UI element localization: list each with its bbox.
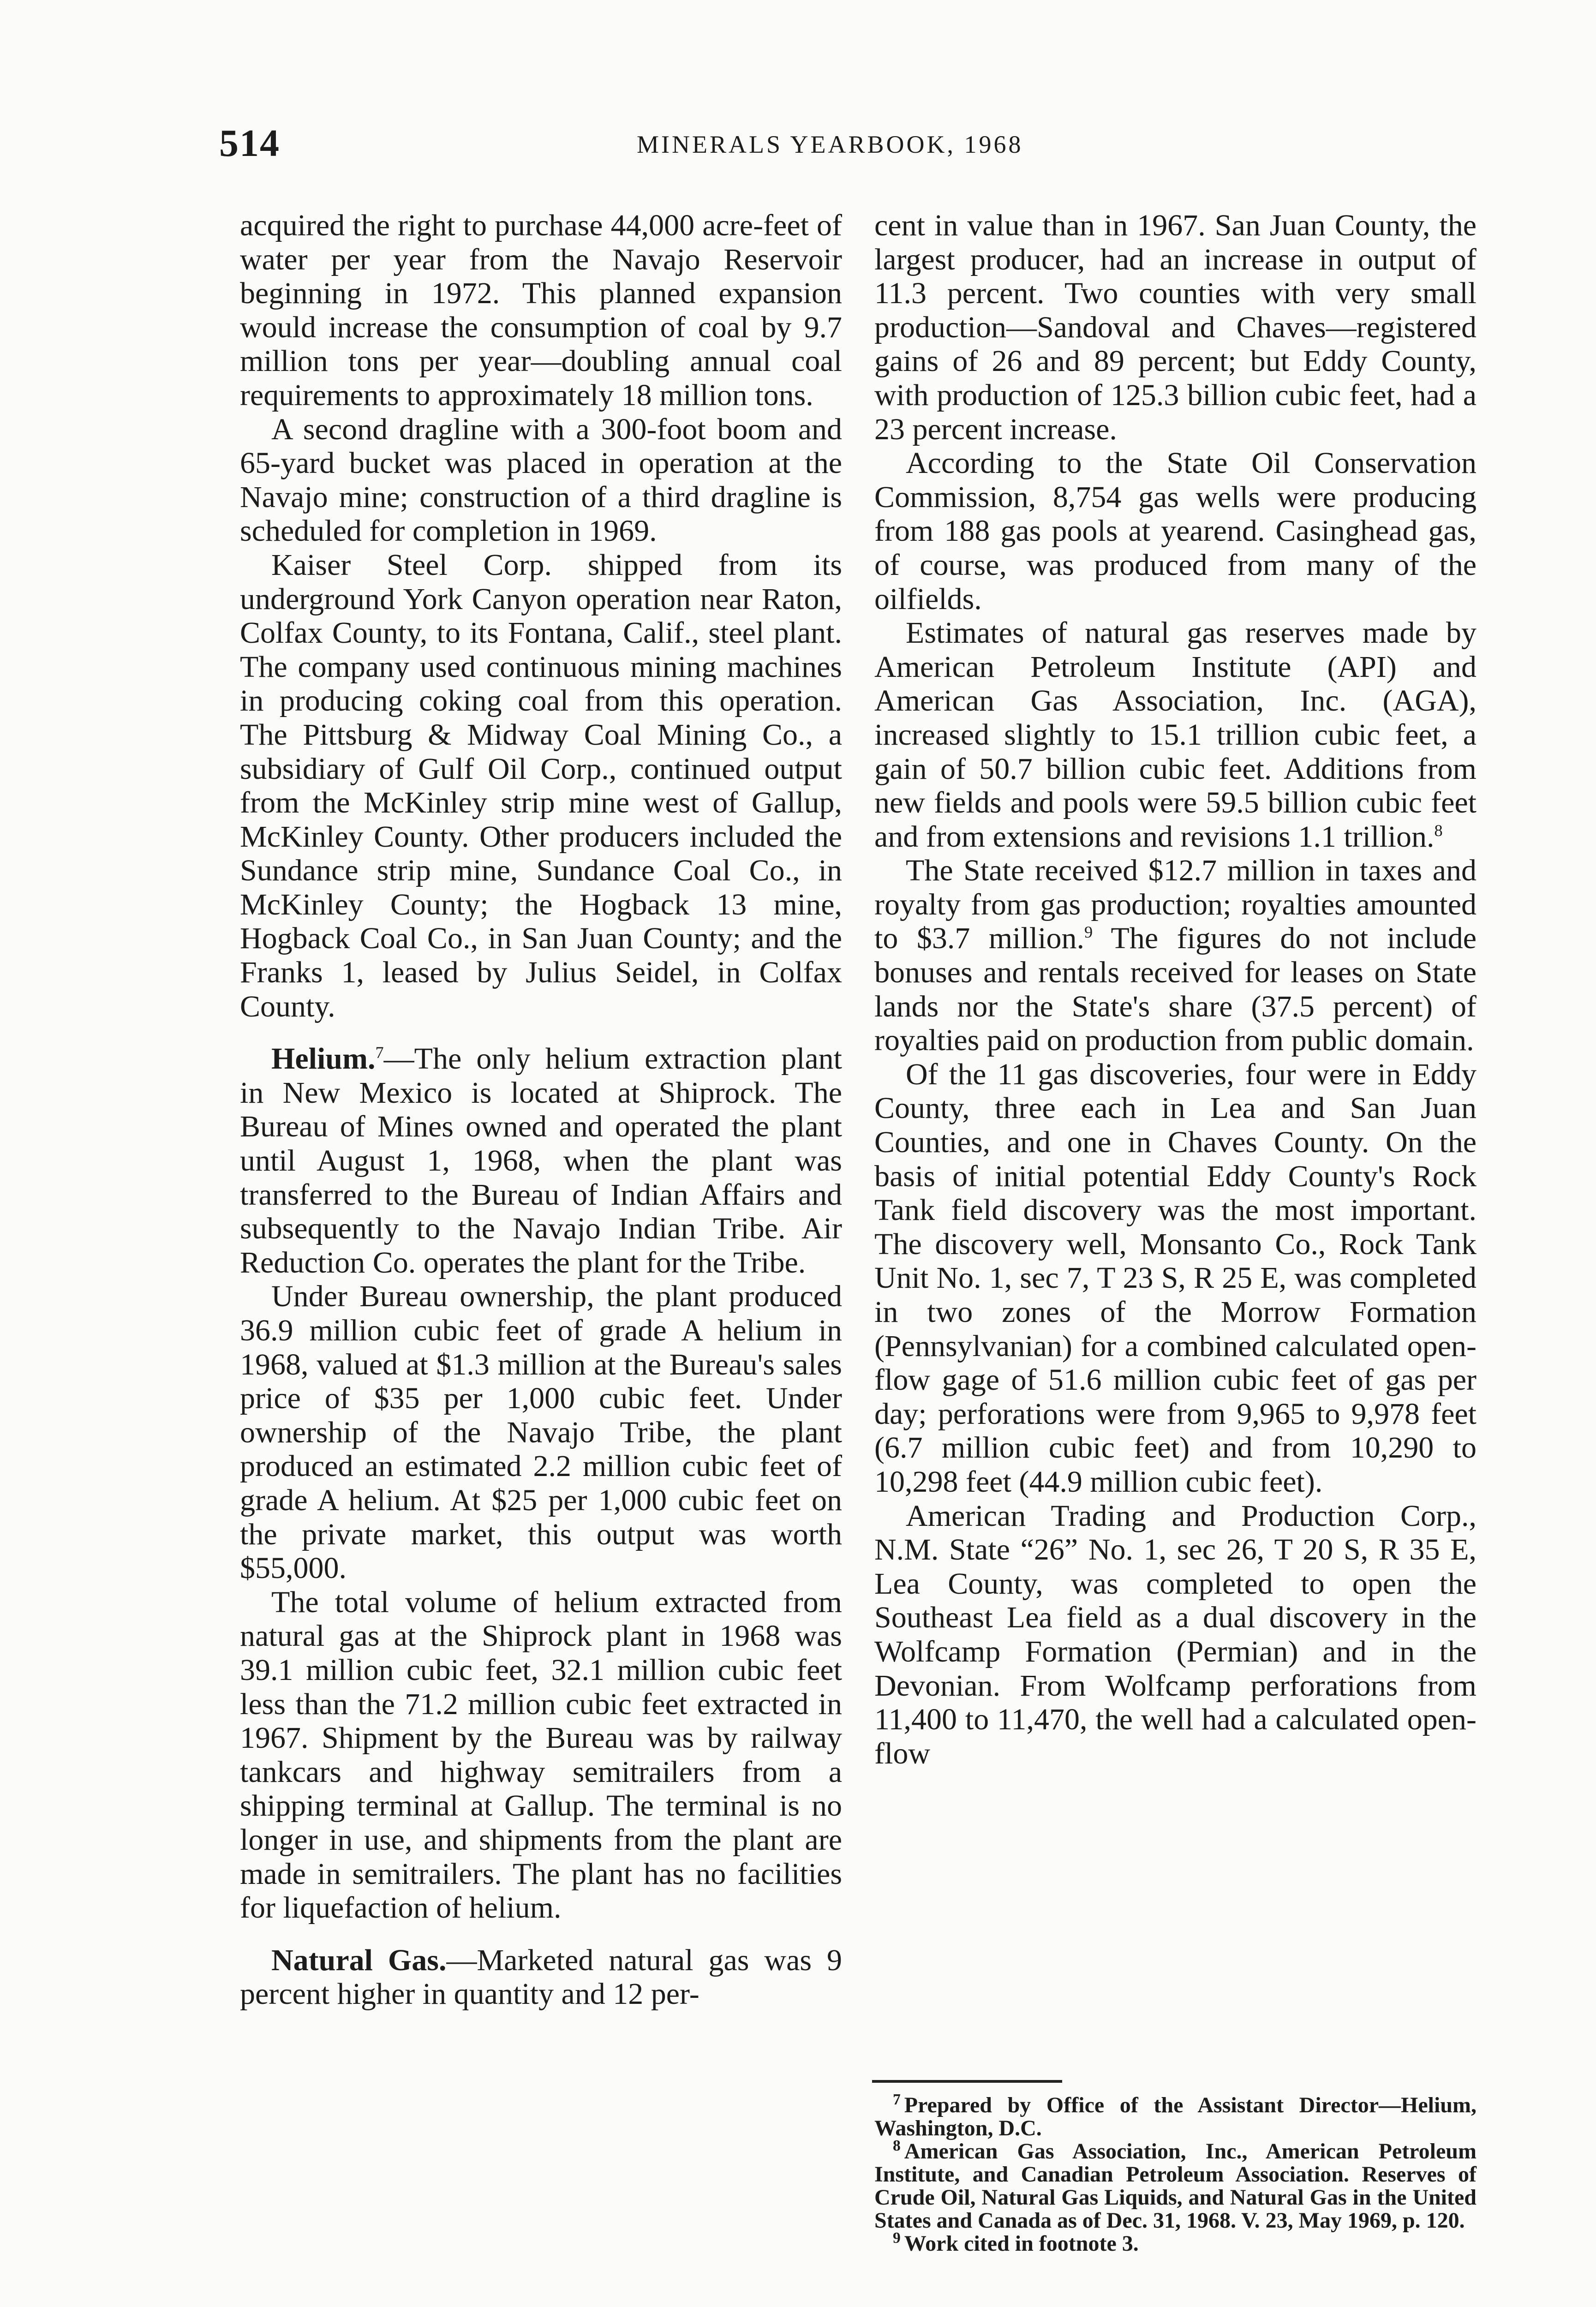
paragraph: Under Bureau ownership, the plant produced 36.9 million cubic feet of grade A helium in 1968, valued at $1.3 million at the Bureau's sales price of $35 per 1,000 cubic feet. Under ownership of the Navajo Tribe, the plant produced an estimated 2.2 million cubic feet of grade A helium. At $25 per 1,000 cubic feet on the private market, this output was worth $55,000. (240, 1279, 842, 1585)
footnote-ref: 9 (1084, 923, 1093, 942)
footnote (874, 2229, 1476, 2256)
footnote-ref: 7 (375, 1043, 384, 1062)
paragraph: A second dragline with a 300-foot boom and 65-yard bucket was placed in operation at the Navajo mine; construction of a third dragline is scheduled for completion in 1969. (240, 412, 842, 548)
section-heading-natural-gas: Natural Gas. (271, 1943, 447, 1977)
footnote-text: Work cited in footnote 3. (904, 2231, 1139, 2256)
paragraph: The total volume of helium extracted from natural gas at the Shiprock plant in 1968 was 39.1 million cubic feet, 32.1 million cubic feet less than the 71.2 million cubic feet extracted in 1967. Shipment by the Bureau was by railway tankcars and highway semitrailers from a shipping terminal at Gallup. The terminal is no longer in use, and shipments from the plant are made in semitrailers. The plant has no facilities for liquefaction of helium. (240, 1585, 842, 1925)
paragraph-text: The figures do not include bonuses and rentals received for leases on State lands nor the State's share (37.5 percent) of royalties paid on production from public domain. (874, 921, 1476, 1058)
paragraph (874, 854, 1476, 1058)
footnote-divider (872, 2080, 1062, 2083)
paragraph-text: The State received $12.7 million in taxes and royalty from gas production; royalties amounted to $3.7 million. (874, 854, 1476, 956)
footnote-number: 8 (893, 2137, 901, 2154)
paragraph-text: Estimates of natural gas reserves made by American Petroleum Institute (API) and American Gas Association, Inc. (AGA), increased slightly to 15.1 trillion cubic feet, a gain of 50.7 billion cubic feet. Additions from new fields and pools were 59.5 billion cubic feet and from extensions and revisions 1.1 trillion. (874, 616, 1476, 854)
footnote-ref: 8 (1434, 821, 1443, 840)
paragraph-helium (240, 1042, 842, 1279)
paragraph-text: —Marketed natural gas was 9 percent higher in quantity and 12 per- (240, 1943, 842, 2011)
footnote-text: Prepared by Office of the Assistant Director—Helium, Washington, D.C. (874, 2093, 1476, 2140)
paragraph: American Trading and Production Corp., N.M. State “26” No. 1, sec 26, T 20 S, R 35 E, Lea County, was completed to open the Southeast Lea field as a dual discovery in the Wolfcamp Formation (Permian) and in the Devonian. From Wolfcamp perforations from 11,400 to 11,470, the well had a calculated open-flow (874, 1499, 1476, 1770)
footnote-number: 9 (893, 2229, 901, 2247)
footnote (874, 2091, 1476, 2140)
footnote-number: 7 (893, 2091, 901, 2108)
running-head: MINERALS YEARBOOK, 1968 (637, 131, 1023, 158)
page-number: 514 (219, 122, 280, 165)
paragraph (874, 616, 1476, 854)
section-heading-helium: Helium. (271, 1042, 376, 1076)
paragraph: Kaiser Steel Corp. shipped from its underground York Canyon operation near Raton, Colfax County, to its Fontana, Calif., steel plant. The company used continuous mining machines in producing coking coal from this operation. The Pittsburg & Midway Coal Mining Co., a subsidiary of Gulf Oil Corp., continued output from the McKinley strip mine west of Gallup, McKinley County. Other producers included the Sundance strip mine, Sundance Coal Co., in McKinley County; the Hogback 13 mine, Hogback Coal Co., in San Juan County; and the Franks 1, leased by Julius Seidel, in Colfax County. (240, 548, 842, 1023)
footnotes (874, 2091, 1476, 2256)
left-column (240, 209, 842, 2011)
paragraph: According to the State Oil Conservation Commission, 8,754 gas wells were producing from 188 gas pools at yearend. Casinghead gas, of course, was produced from many of the oilfields. (874, 446, 1476, 616)
paragraph: acquired the right to purchase 44,000 acre-feet of water per year from the Navajo Reservoir beginning in 1972. This planned expansion would increase the consumption of coal by 9.7 million tons per year—doubling annual coal requirements to approximately 18 million tons. (240, 209, 842, 412)
footnote (874, 2137, 1476, 2233)
right-column (874, 209, 1476, 1770)
paragraph-text: —The only helium extraction plant in New Mexico is located at Shiprock. The Bureau of Mines owned and operated the plant until August 1, 1968, when the plant was transferred to the Bureau of Indian Affairs and subsequently to the Navajo Indian Tribe. Air Reduction Co. operates the plant for the Tribe. (240, 1042, 842, 1279)
paragraph: Of the 11 gas discoveries, four were in Eddy County, three each in Lea and San Juan Counties, and one in Chaves County. On the basis of initial potential Eddy County's Rock Tank field discovery was the most important. The discovery well, Monsanto Co., Rock Tank Unit No. 1, sec 7, T 23 S, R 25 E, was completed in two zones of the Morrow Formation (Pennsylvanian) for a combined calculated open-flow gage of 51.6 million cubic feet of gas per day; perforations were from 9,965 to 9,978 feet (6.7 million cubic feet) and from 10,290 to 10,298 feet (44.9 million cubic feet). (874, 1057, 1476, 1499)
paragraph-natural-gas (240, 1943, 842, 2011)
footnote-text: American Gas Association, Inc., American Petroleum Institute, and Canadian Petroleum Association. Reserves of Crude Oil, Natural Gas Liquids, and Natural Gas in the United States and Canada as of Dec. 31, 1968. V. 23, May 1969, p. 120. (874, 2139, 1476, 2233)
paragraph: cent in value than in 1967. San Juan County, the largest producer, had an increase in output of 11.3 percent. Two counties with very small production—Sandoval and Chaves—registered gains of 26 and 89 percent; but Eddy County, with production of 125.3 billion cubic feet, had a 23 percent increase. (874, 209, 1476, 446)
